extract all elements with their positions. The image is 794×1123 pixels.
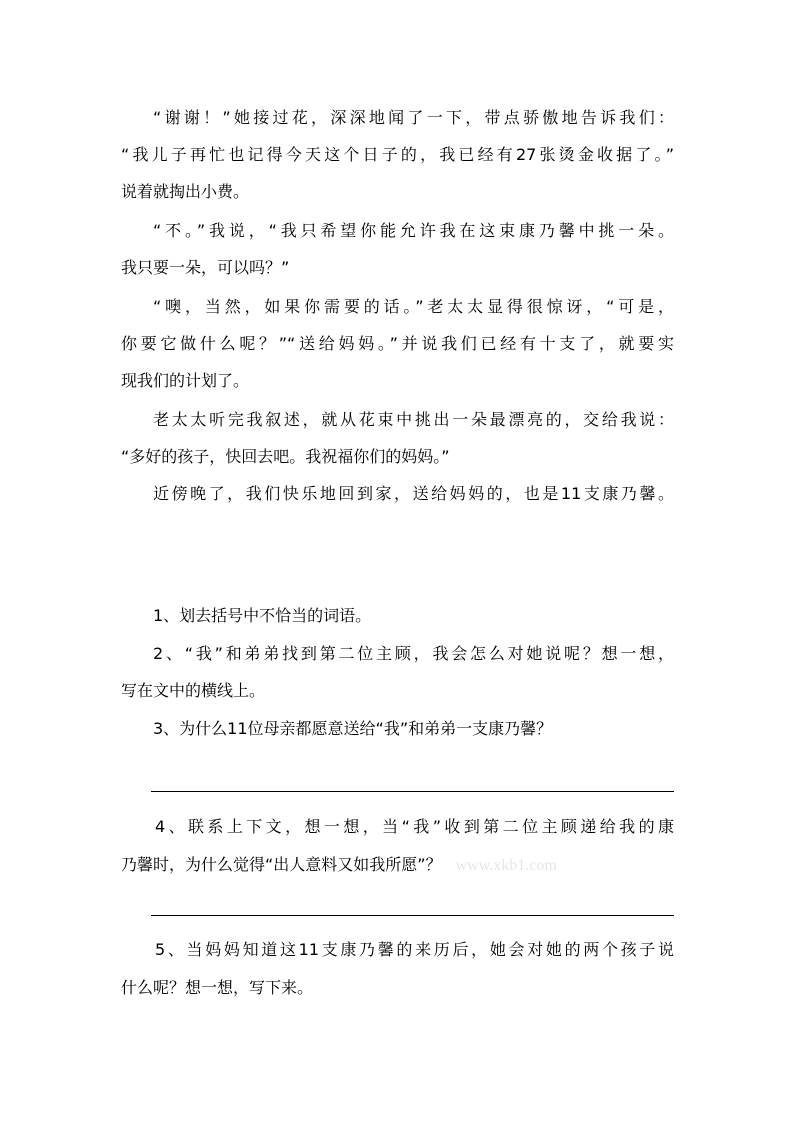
paragraph-line: 老太太听完我叙述，就从花束中挑出一朵最漂亮的，交给我说： xyxy=(153,410,674,429)
paragraph-line: “不。”我说，“我只希望你能允许我在这束康乃馨中挑一朵。 xyxy=(153,221,674,240)
paragraph-line: 近傍晚了，我们快乐地回到家，送给妈妈的，也是11支康乃馨。 xyxy=(153,484,674,503)
question-4: 4、联系上下文，想一想，当“我”收到第二位主顾递给我的康 xyxy=(155,817,674,836)
paragraph-line: “谢谢！”她接过花，深深地闻了一下，带点骄傲地告诉我们： xyxy=(153,108,674,127)
paragraph-line: “我儿子再忙也记得今天这个日子的，我已经有27张烫金收据了。” xyxy=(121,145,674,164)
answer-line[interactable] xyxy=(151,915,674,916)
paragraph-line: 说着就掏出小费。 xyxy=(121,182,250,201)
answer-line[interactable] xyxy=(151,791,674,792)
paragraph-line: “噢，当然，如果你需要的话。”老太太显得很惊讶，“可是， xyxy=(153,297,674,316)
question-3: 3、为什么11位母亲都愿意送给“我”和弟弟一支康乃馨？ xyxy=(153,719,553,738)
watermark: www.xkb1.com xyxy=(455,857,557,874)
question-2: 2、“我”和弟弟找到第二位主顾，我会怎么对她说呢？想一想， xyxy=(153,644,674,663)
paragraph-line: “多好的孩子，快回去吧。我祝福你们的妈妈。” xyxy=(121,447,450,466)
question-2-cont: 写在文中的横线上。 xyxy=(121,681,266,700)
question-5-cont: 什么呢？想一想，写下来。 xyxy=(121,978,314,997)
paragraph-line: 你要它做什么呢？”“送给妈妈。”并说我们已经有十支了，就要实 xyxy=(121,334,674,353)
question-5: 5、当妈妈知道这11支康乃馨的来历后，她会对她的两个孩子说 xyxy=(155,940,674,959)
question-1: 1、划去括号中不恰当的词语。 xyxy=(153,606,372,625)
paragraph-line: 我只要一朵，可以吗？” xyxy=(121,258,290,277)
question-4-cont xyxy=(121,855,557,875)
question-4-text: 乃馨时，为什么觉得“出人意料又如我所愿”？ xyxy=(121,855,442,874)
paragraph-line: 现我们的计划了。 xyxy=(121,371,250,390)
